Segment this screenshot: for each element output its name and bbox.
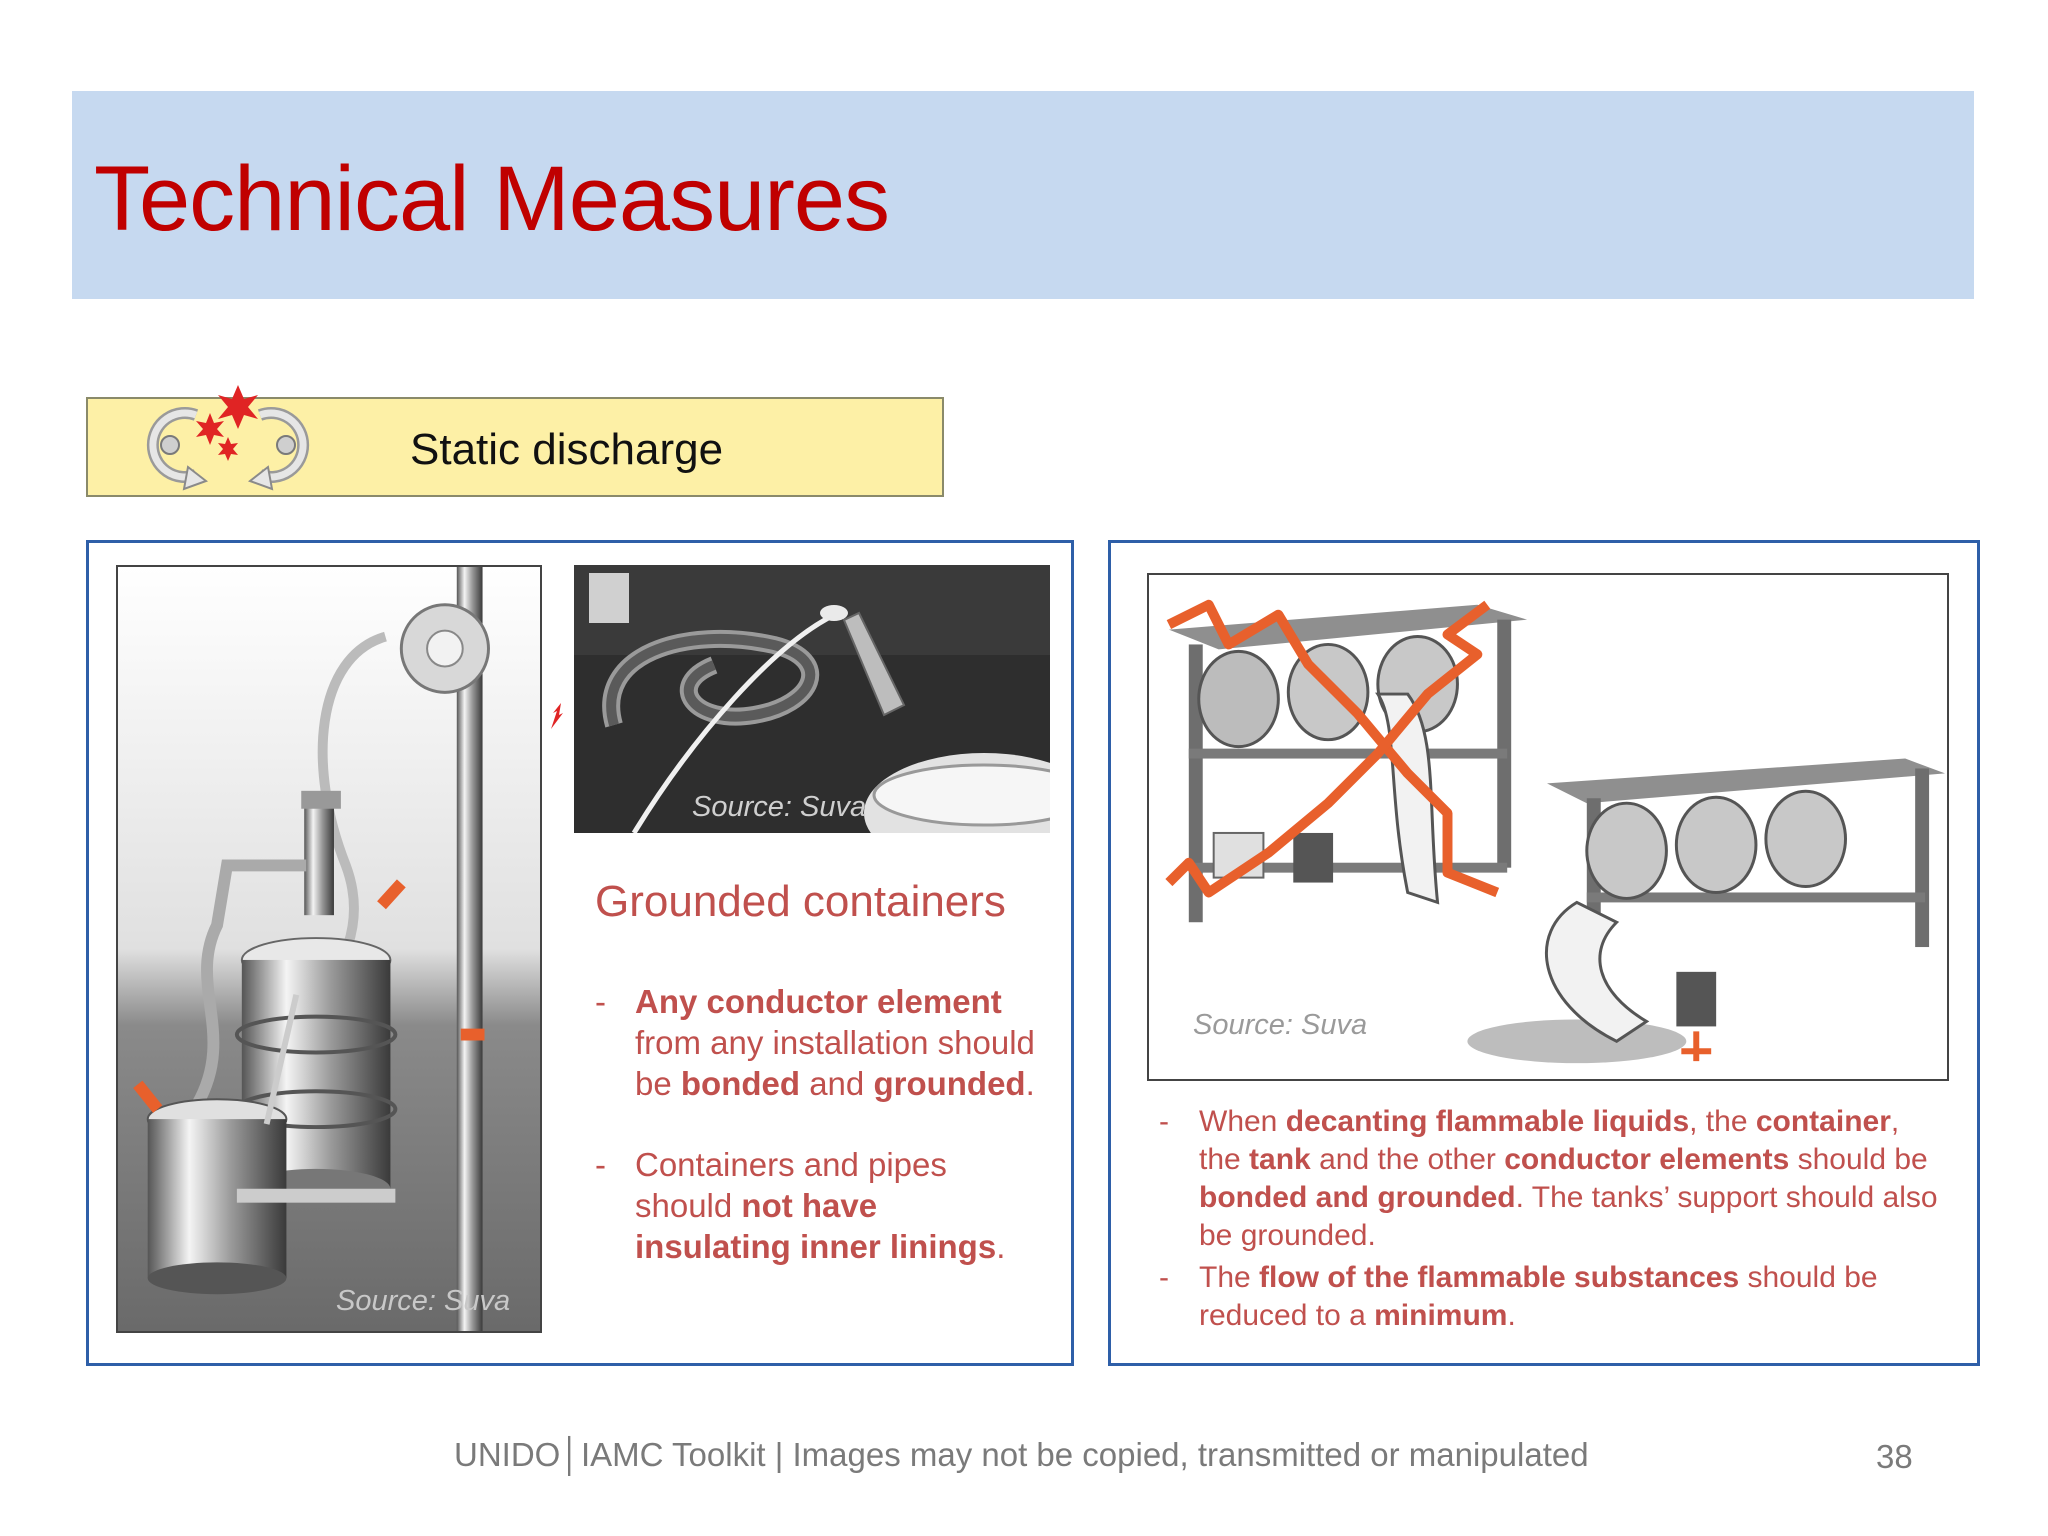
decanting-panel <box>1108 540 1980 1366</box>
hazard-box <box>86 397 944 497</box>
spark-mark-icon <box>547 701 565 731</box>
page-number: 38 <box>1876 1438 1913 1475</box>
bullet-item: - Any conductor element from any installation should be bonded and grounded. <box>595 981 1035 1104</box>
bullet-item: - When decanting flammable liquids, the container, the tank and the other conductor elements should be bonded and grounded. The tanks’ support should also be grounded. <box>1159 1103 1949 1255</box>
title-band <box>72 91 1974 299</box>
image-source-label: Source: Suva <box>692 791 867 823</box>
slide-title: Technical Measures <box>94 148 890 250</box>
static-discharge-icon <box>138 377 318 501</box>
grounded-containers-panel <box>86 540 1074 1366</box>
right-bullet-list <box>1159 1103 1949 1339</box>
decanting-illustration <box>1147 573 1949 1081</box>
footer-text: UNIDO│IAMC Toolkit | Images may not be copied, transmitted or manipulated <box>454 1436 1589 1473</box>
image-source-label: Source: Suva <box>336 1285 511 1317</box>
image-source-label: Source: Suva <box>1193 1009 1368 1041</box>
drum-pump-illustration <box>116 565 542 1333</box>
hazard-label: Static discharge <box>410 425 724 474</box>
left-bullet-list <box>595 981 1035 1307</box>
ground-clamp-photo <box>574 565 1050 833</box>
bullet-item: - The flow of the flammable substances should be reduced to a minimum. <box>1159 1259 1949 1335</box>
subheading: Grounded containers <box>595 877 1006 926</box>
bullet-item: - Containers and pipes should not have insulating inner linings. <box>595 1144 1035 1267</box>
